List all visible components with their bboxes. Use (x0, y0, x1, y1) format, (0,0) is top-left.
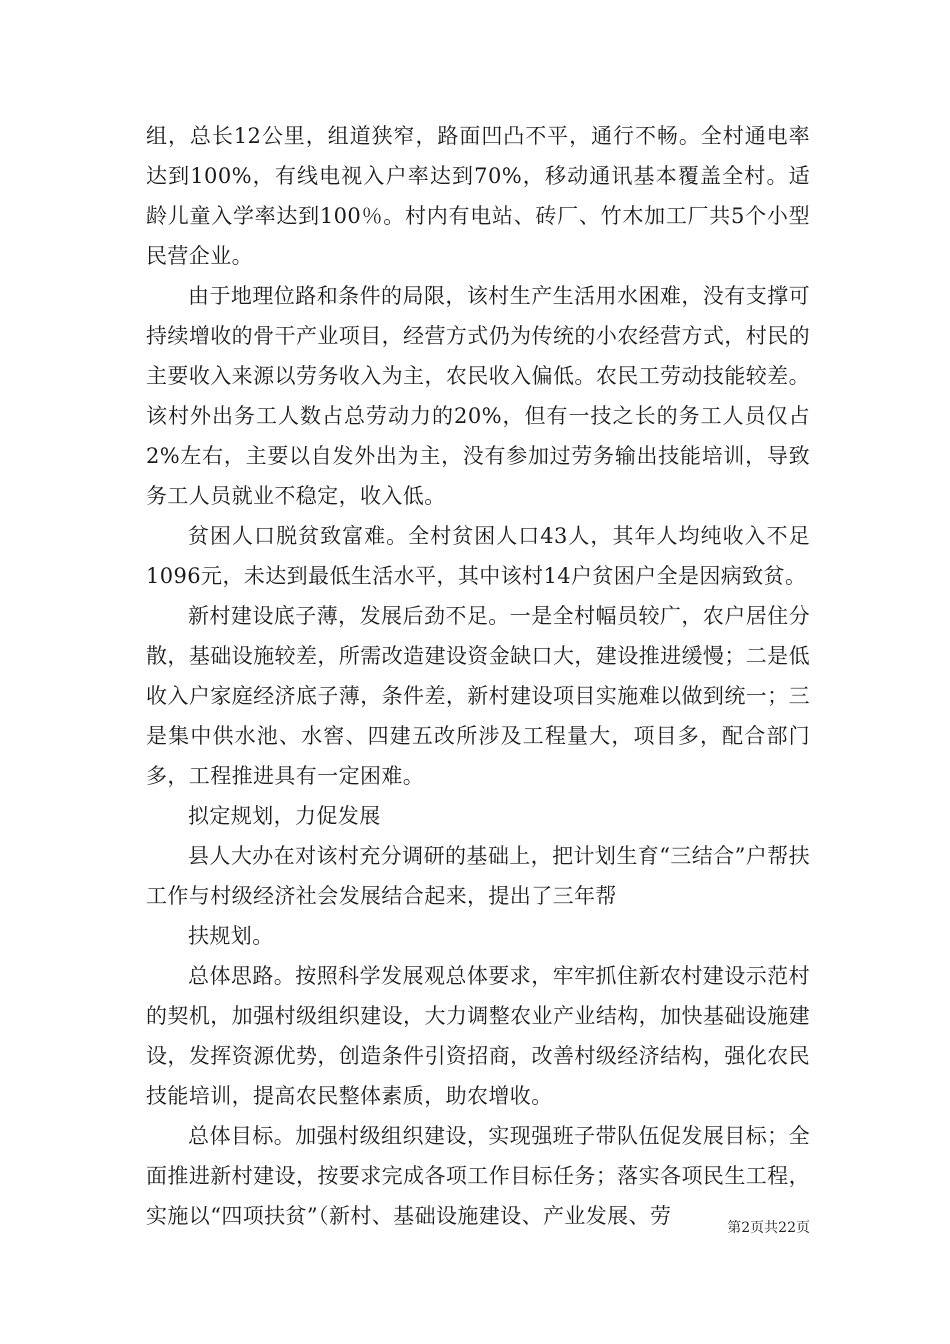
paragraph-4: 新村建设底子薄，发展后劲不足。一是全村幅员较广，农户居住分散，基础设施较差，所需改造建设资金缺口大，建设推进缓慢；二是低收入户家庭经济底子薄，条件差，新村建设项目实施难以做到统一；三是集中供水池、水窖、四建五改所涉及工程量大，项目多，配合部门多，工程推进具有一定困难。 (146, 604, 810, 788)
paragraph-5: 县人大办在对该村充分调研的基础上，把计划生育“三结合”户帮扶工作与村级经济社会发展结合起来，提出了三年帮 (146, 844, 810, 908)
paragraph-7: 总体思路。按照科学发展观总体要求，牢牢抓住新农村建设示范村的契机，加强村级组织建设，大力调整农业产业结构，加快基础设施建设，发挥资源优势，创造条件引资招商，改善村级经济结构，强化农民技能培训，提高农民整体素质，助农增收。 (146, 964, 810, 1108)
document-body (146, 116, 810, 1236)
paragraph-3: 贫困人口脱贫致富难。全村贫困人口43人，其年人均纯收入不足1096元，未达到最低生活水平，其中该村14户贫困户全是因病致贫。 (146, 524, 810, 588)
paragraph-2: 由于地理位路和条件的局限，该村生产生活用水困难，没有支撑可持续增收的骨干产业项目，经营方式仍为传统的小农经营方式，村民的主要收入来源以劳务收入为主，农民收入偏低。农民工劳动技能较差。该村外出务工人数占总劳动力的20%，但有一技之长的务工人员仅占2%左右，主要以自发外出为主，没有参加过劳务输出技能培训，导致务工人员就业不稳定，收入低。 (146, 284, 810, 508)
paragraph-8: 总体目标。加强村级组织建设，实现强班子带队伍促发展目标；全面推进新村建设，按要求完成各项工作目标任务；落实各项民生工程，实施以“四项扶贫”（新村、基础设施建设、产业发展、劳 (146, 1124, 810, 1228)
paragraph-6: 扶规划。 (188, 924, 274, 948)
paragraph-1: 组，总长12公里，组道狭窄，路面凹凸不平，通行不畅。全村通电率达到100%，有线电视入户率达到70%，移动通讯基本覆盖全村。适龄儿童入学率达到100％。村内有电站、砖厂、竹木加工厂共5个小型民营企业。 (146, 124, 810, 268)
section-heading: 拟定规划，力促发展 (188, 804, 381, 828)
page-number: 第2页共22页 (727, 1220, 810, 1236)
